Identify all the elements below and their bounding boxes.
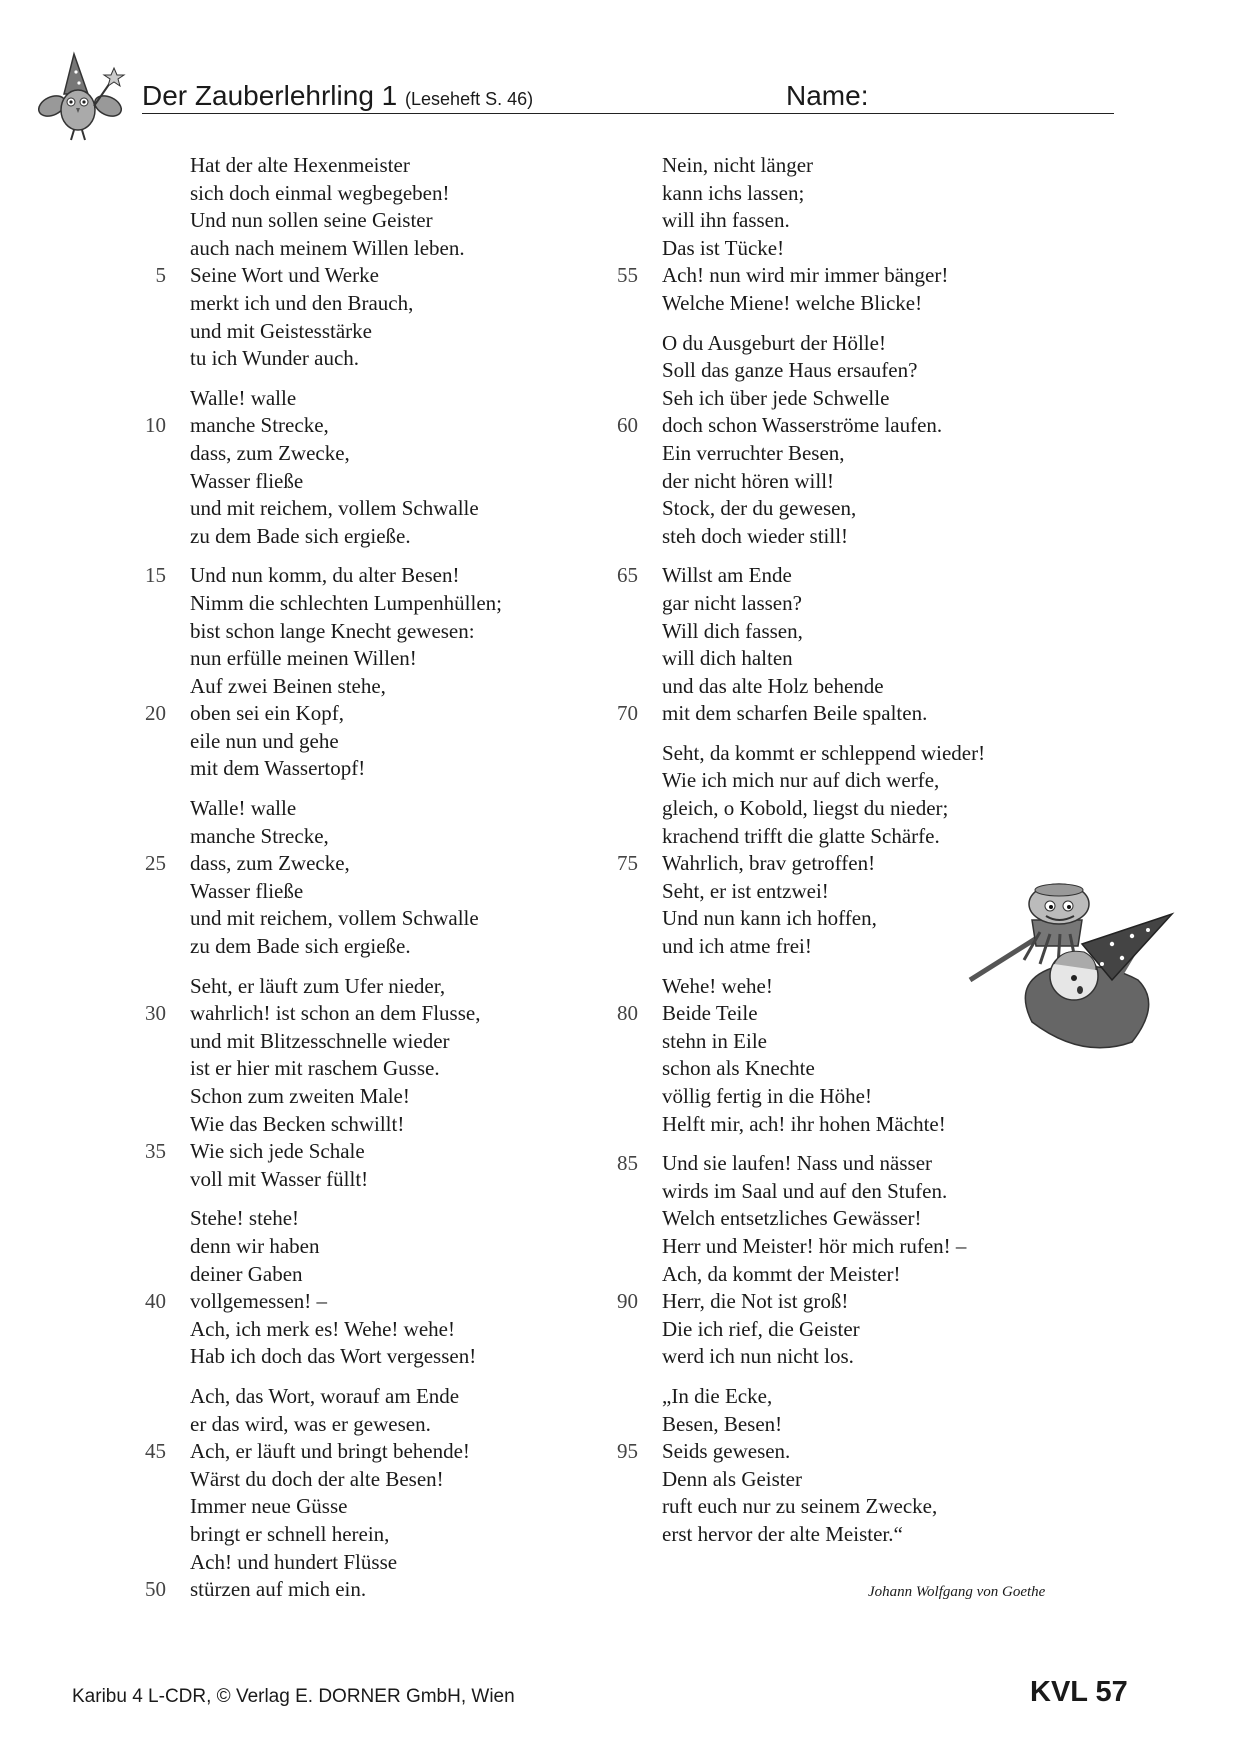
line-text: bringt er schnell herein,: [190, 1521, 390, 1546]
poem-line: [140, 562, 502, 590]
line-number: 85: [617, 1151, 638, 1176]
line-text: Herr, die Not ist groß!: [662, 1289, 849, 1314]
line-text: Nimm die schlechten Lumpenhüllen;: [190, 590, 503, 615]
poem-line: [140, 345, 502, 373]
line-text: Und nun komm, du alter Besen!: [190, 563, 460, 588]
line-text: dass, zum Zwecke,: [190, 440, 350, 465]
line-text: mit dem scharfen Beile spalten.: [662, 701, 928, 726]
poem-line: [612, 1316, 985, 1344]
poem-line: [140, 1521, 502, 1549]
line-text: merkt ich und den Brauch,: [190, 290, 414, 315]
line-text: Ach! und hundert Flüsse: [190, 1549, 398, 1574]
line-text: stehn in Eile: [662, 1028, 767, 1053]
line-text: Wie ich mich nur auf dich werfe,: [662, 768, 940, 793]
line-text: Seh ich über jede Schwelle: [662, 385, 890, 410]
poem-stanza: [612, 1150, 985, 1371]
line-text: Welch entsetzliches Gewässer!: [662, 1206, 922, 1231]
poem-line: [140, 933, 502, 961]
poem-stanza: [140, 795, 502, 961]
poem-line: [140, 850, 502, 878]
line-text: Und sie laufen! Nass und nässer: [662, 1151, 933, 1176]
poem-stanza: [140, 385, 502, 551]
line-text: Das ist Tücke!: [662, 235, 785, 260]
poem-line: [612, 1411, 985, 1439]
line-text: Hab ich doch das Wort vergessen!: [190, 1344, 477, 1369]
poem-line: [140, 645, 502, 673]
poem-line: [612, 1438, 985, 1466]
line-number: 25: [145, 851, 166, 876]
line-text: Nein, nicht länger: [662, 153, 814, 177]
poem-line: [140, 823, 502, 851]
poem-stanza: [140, 1205, 502, 1371]
poem-line: [612, 1343, 985, 1371]
line-text: Wie das Becken schwillt!: [190, 1111, 405, 1136]
poem-line: [140, 1028, 502, 1056]
line-text: deiner Gaben: [190, 1261, 303, 1286]
poem-line: [140, 1083, 502, 1111]
poem-line: [612, 1288, 985, 1316]
poem-line: [140, 1166, 502, 1194]
poem-line: [612, 262, 985, 290]
line-text: Ach, das Wort, worauf am Ende: [190, 1383, 460, 1408]
line-text: auch nach meinem Willen leben.: [190, 235, 465, 260]
poem-line: [140, 468, 502, 496]
poem-line: [612, 933, 985, 961]
poem-stanza: [612, 152, 985, 318]
line-text: Seht, da kommt er schleppend wieder!: [662, 740, 986, 765]
page-title: [142, 80, 533, 112]
poem-line: [140, 1383, 502, 1411]
line-text: Seht, er ist entzwei!: [662, 878, 829, 903]
line-text: voll mit Wasser füllt!: [190, 1166, 369, 1191]
line-text: Helft mir, ach! ihr hohen Mächte!: [662, 1111, 946, 1136]
sorcerer-apprentice-broom-illustration: [962, 872, 1232, 1072]
poem-line: [140, 1576, 502, 1604]
line-number: 30: [145, 1001, 166, 1026]
poem-line: [612, 795, 985, 823]
line-number: 80: [617, 1001, 638, 1026]
line-number: 75: [617, 851, 638, 876]
poem-line: [612, 973, 985, 1001]
poem-stanza: [140, 152, 502, 373]
poem-line: [612, 1493, 985, 1521]
line-text: Auf zwei Beinen stehe,: [190, 673, 386, 698]
poem-line: [612, 412, 985, 440]
poem-line: [140, 1493, 502, 1521]
line-text: Seine Wort und Werke: [190, 263, 379, 288]
line-text: doch schon Wasserströme laufen.: [662, 413, 943, 438]
poem-line: [612, 590, 985, 618]
poem-line: [140, 1138, 502, 1166]
poem-line: [140, 1000, 502, 1028]
line-text: Wie sich jede Schale: [190, 1139, 365, 1164]
line-text: will ihn fassen.: [662, 208, 790, 233]
poem-line: [612, 905, 985, 933]
line-number: 60: [617, 413, 638, 438]
poem-line: [612, 152, 985, 180]
poem-column-right: [612, 152, 985, 1561]
poem-line: [140, 152, 502, 180]
line-text: zu dem Bade sich ergieße.: [190, 934, 411, 959]
poem-line: [612, 823, 985, 851]
poem-line: [140, 1233, 502, 1261]
line-number: 55: [617, 263, 638, 288]
poem-line: [140, 412, 502, 440]
poem-stanza: [612, 973, 985, 1139]
line-text: Wärst du doch der alte Besen!: [190, 1466, 444, 1491]
poem-line: [612, 1233, 985, 1261]
poem-column-left: [140, 152, 502, 1616]
poem-line: [612, 207, 985, 235]
line-number: 15: [145, 563, 166, 588]
line-text: Seht, er läuft zum Ufer nieder,: [190, 973, 446, 998]
line-text: tu ich Wunder auch.: [190, 346, 360, 371]
poem-line: [612, 1261, 985, 1289]
line-text: schon als Knechte: [662, 1056, 815, 1081]
wizard-owl-logo-icon: [38, 50, 138, 142]
poem-line: [140, 878, 502, 906]
line-text: er das wird, was er gewesen.: [190, 1411, 431, 1436]
poem-line: [140, 180, 502, 208]
line-text: gar nicht lassen?: [662, 590, 802, 615]
poem-line: [612, 1000, 985, 1028]
line-text: Soll das ganze Haus ersaufen?: [662, 358, 918, 383]
poem-line: [140, 290, 502, 318]
poem-line: [140, 973, 502, 1001]
line-number: 95: [617, 1439, 638, 1464]
poem-line: [612, 767, 985, 795]
poem-line: [612, 618, 985, 646]
line-text: manche Strecke,: [190, 823, 329, 848]
line-number: 35: [145, 1139, 166, 1164]
line-text: Will dich fassen,: [662, 618, 803, 643]
poem-line: [612, 1083, 985, 1111]
poem-stanza: [612, 562, 985, 728]
line-text: Walle! walle: [190, 796, 297, 821]
poem-line: [140, 385, 502, 413]
poem-line: [612, 645, 985, 673]
footer-page-code: KVL 57: [1030, 1676, 1128, 1708]
poem-line: [140, 755, 502, 783]
line-text: Die ich rief, die Geister: [662, 1316, 860, 1341]
poem-line: [612, 495, 985, 523]
line-text: Wehe! wehe!: [662, 973, 773, 998]
poem-line: [612, 1521, 985, 1549]
line-text: manche Strecke,: [190, 413, 329, 438]
line-text: und mit reichem, vollem Schwalle: [190, 496, 479, 521]
title-text: Der Zauberlehrling 1: [142, 80, 398, 111]
poem-line: [140, 1288, 502, 1316]
line-text: dass, zum Zwecke,: [190, 851, 350, 876]
line-text: Ach, er läuft und bringt behende!: [190, 1439, 470, 1464]
poem-line: [140, 440, 502, 468]
poem-line: [612, 440, 985, 468]
line-number: 50: [145, 1577, 166, 1602]
line-text: „In die Ecke,: [662, 1383, 773, 1408]
poem-line: [140, 207, 502, 235]
line-text: und mit Geistesstärke: [190, 318, 372, 343]
poem-line: [140, 673, 502, 701]
line-text: mit dem Wassertopf!: [190, 756, 366, 781]
line-text: oben sei ein Kopf,: [190, 701, 344, 726]
poem-line: [140, 262, 502, 290]
line-text: Seids gewesen.: [662, 1439, 791, 1464]
poem-line: [612, 523, 985, 551]
line-text: wirds im Saal und auf den Stufen.: [662, 1178, 948, 1203]
line-text: Und nun sollen seine Geister: [190, 208, 433, 233]
poem-line: [140, 590, 502, 618]
line-text: Willst am Ende: [662, 563, 792, 588]
line-text: will dich halten: [662, 646, 793, 671]
poem-line: [612, 850, 985, 878]
poem-line: [140, 1205, 502, 1233]
poem-stanza: [140, 973, 502, 1194]
poem-line: [612, 1178, 985, 1206]
line-text: Stehe! stehe!: [190, 1206, 300, 1231]
poem-line: [140, 618, 502, 646]
poem-stanza: [612, 1383, 985, 1549]
line-text: der nicht hören will!: [662, 468, 835, 493]
poem-author: Johann Wolfgang von Goethe: [868, 1584, 1046, 1600]
line-text: steh doch wieder still!: [662, 523, 849, 548]
line-text: eile nun und gehe: [190, 728, 339, 753]
poem-line: [612, 290, 985, 318]
line-text: Walle! walle: [190, 385, 297, 410]
poem-line: [612, 1111, 985, 1139]
line-text: O du Ausgeburt der Hölle!: [662, 330, 886, 355]
line-text: Ach, ich merk es! Wehe! wehe!: [190, 1316, 455, 1341]
line-number: 40: [145, 1289, 166, 1314]
line-text: bist schon lange Knecht gewesen:: [190, 618, 475, 643]
poem-line: [140, 795, 502, 823]
poem-line: [612, 235, 985, 263]
poem-line: [612, 1466, 985, 1494]
poem-line: [612, 468, 985, 496]
poem-line: [612, 330, 985, 358]
poem-line: [140, 1055, 502, 1083]
line-text: und mit Blitzesschnelle wieder: [190, 1028, 450, 1053]
poem-line: [612, 357, 985, 385]
poem-stanza: [140, 1383, 502, 1604]
poem-line: [612, 1383, 985, 1411]
line-text: und ich atme frei!: [662, 934, 812, 959]
line-text: Ach! nun wird mir immer bänger!: [662, 263, 949, 288]
poem-line: [140, 1549, 502, 1577]
poem-stanza: [612, 740, 985, 961]
line-text: stürzen auf mich ein.: [190, 1577, 367, 1602]
poem-line: [140, 1466, 502, 1494]
poem-line: [612, 673, 985, 701]
poem-line: [140, 728, 502, 756]
poem-line: [612, 1055, 985, 1083]
line-text: ist er hier mit raschem Gusse.: [190, 1056, 440, 1081]
poem-stanza: [612, 330, 985, 551]
line-text: sich doch einmal wegbegeben!: [190, 180, 450, 205]
poem-line: [612, 1028, 985, 1056]
line-text: gleich, o Kobold, liegst du nieder;: [662, 796, 949, 821]
footer-publisher: Karibu 4 L-CDR, © Verlag E. DORNER GmbH, Wien: [72, 1686, 515, 1707]
line-text: Welche Miene! welche Blicke!: [662, 290, 923, 315]
poem-line: [612, 740, 985, 768]
line-text: erst hervor der alte Meister.“: [662, 1521, 903, 1546]
line-text: krachend trifft die glatte Schärfe.: [662, 823, 940, 848]
line-text: Besen, Besen!: [662, 1411, 783, 1436]
line-text: Herr und Meister! hör mich rufen! –: [662, 1233, 967, 1258]
line-text: zu dem Bade sich ergieße.: [190, 523, 411, 548]
poem-line: [612, 562, 985, 590]
name-field-label: Name:: [786, 80, 869, 111]
line-text: wahrlich! ist schon an dem Flusse,: [190, 1001, 481, 1026]
line-text: Beide Teile: [662, 1001, 758, 1026]
line-text: Immer neue Güsse: [190, 1494, 348, 1519]
line-text: völlig fertig in die Höhe!: [662, 1084, 872, 1108]
line-number: 5: [155, 263, 166, 288]
poem-line: [612, 878, 985, 906]
poem-line: [140, 495, 502, 523]
line-text: Ein verruchter Besen,: [662, 440, 845, 465]
name-field-line: [142, 113, 1114, 114]
poem-line: [140, 235, 502, 263]
poem-line: [612, 1205, 985, 1233]
line-text: Ach, da kommt der Meister!: [662, 1261, 901, 1286]
line-text: Schon zum zweiten Male!: [190, 1084, 410, 1108]
poem-stanza: [140, 562, 502, 783]
line-text: nun erfülle meinen Willen!: [190, 646, 417, 671]
line-number: 90: [617, 1289, 638, 1314]
line-text: ruft euch nur zu seinem Zwecke,: [662, 1494, 938, 1519]
line-text: Stock, der du gewesen,: [662, 496, 857, 521]
line-number: 45: [145, 1439, 166, 1464]
poem-line: [140, 318, 502, 346]
line-text: Wahrlich, brav getroffen!: [662, 851, 876, 876]
poem-line: [140, 700, 502, 728]
line-text: Und nun kann ich hoffen,: [662, 906, 877, 931]
poem-line: [612, 700, 985, 728]
line-text: vollgemessen! –: [190, 1289, 328, 1314]
poem-line: [140, 1111, 502, 1139]
line-text: kann ichs lassen;: [662, 180, 805, 205]
line-text: Wasser fließe: [190, 468, 304, 493]
line-text: werd ich nun nicht los.: [662, 1344, 854, 1369]
poem-line: [140, 1343, 502, 1371]
line-number: 10: [145, 413, 166, 438]
poem-line: [612, 1150, 985, 1178]
line-number: 70: [617, 701, 638, 726]
title-subtitle: (Leseheft S. 46): [405, 89, 534, 109]
poem-line: [612, 180, 985, 208]
line-text: und das alte Holz behende: [662, 673, 884, 698]
poem-line: [140, 1261, 502, 1289]
line-text: Hat der alte Hexenmeister: [190, 153, 410, 177]
line-number: 65: [617, 563, 638, 588]
poem-line: [140, 1316, 502, 1344]
poem-line: [140, 523, 502, 551]
line-text: Wasser fließe: [190, 878, 304, 903]
line-number: 20: [145, 701, 166, 726]
poem-line: [140, 905, 502, 933]
line-text: denn wir haben: [190, 1233, 320, 1258]
poem-line: [612, 385, 985, 413]
line-text: und mit reichem, vollem Schwalle: [190, 906, 479, 931]
line-text: Denn als Geister: [662, 1466, 802, 1491]
poem-line: [140, 1438, 502, 1466]
poem-line: [140, 1411, 502, 1439]
